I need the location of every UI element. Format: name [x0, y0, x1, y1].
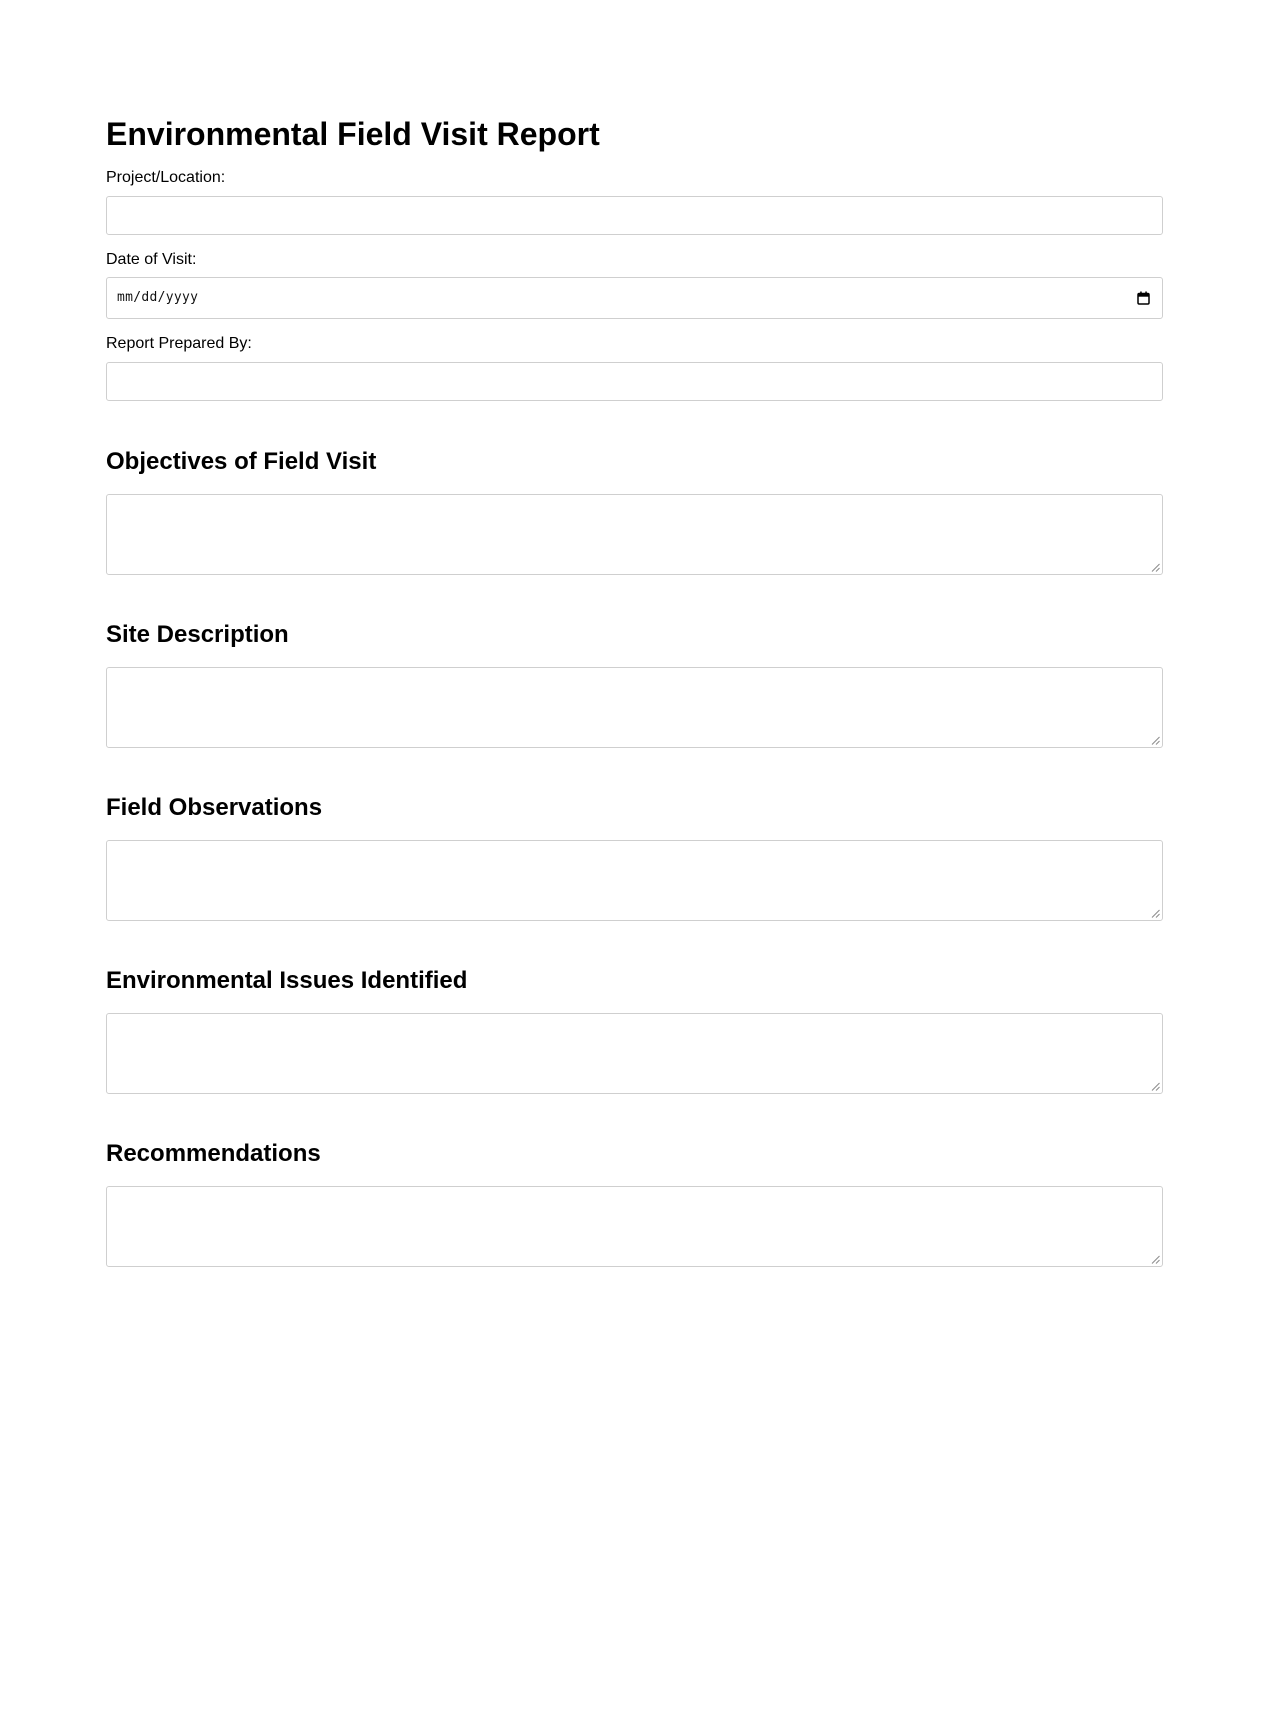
site-description-textarea[interactable]: [106, 667, 1163, 748]
resize-grip-icon[interactable]: [1151, 1255, 1160, 1264]
project-location-input[interactable]: [106, 196, 1163, 235]
environmental-issues-heading: Environmental Issues Identified: [106, 967, 468, 994]
date-of-visit-input[interactable]: [106, 277, 1163, 319]
field-observations-heading: Field Observations: [106, 794, 323, 821]
resize-grip-icon[interactable]: [1151, 736, 1160, 745]
resize-grip-icon[interactable]: [1151, 563, 1160, 572]
site-description-heading: Site Description: [106, 621, 289, 648]
report-prepared-by-input[interactable]: [106, 362, 1163, 401]
objectives-heading: Objectives of Field Visit: [106, 448, 377, 475]
page-title: Environmental Field Visit Report: [106, 116, 600, 152]
date-placeholder: mm/dd/yyyy: [117, 290, 199, 305]
report-prepared-by-label: Report Prepared By:: [106, 335, 252, 352]
resize-grip-icon[interactable]: [1151, 909, 1160, 918]
field-observations-textarea[interactable]: [106, 840, 1163, 921]
environmental-issues-textarea[interactable]: [106, 1013, 1163, 1094]
project-location-label: Project/Location:: [106, 169, 226, 186]
calendar-icon[interactable]: [1137, 291, 1150, 305]
objectives-textarea[interactable]: [106, 494, 1163, 575]
resize-grip-icon[interactable]: [1151, 1082, 1160, 1091]
date-of-visit-label: Date of Visit:: [106, 251, 197, 268]
recommendations-heading: Recommendations: [106, 1140, 321, 1167]
recommendations-textarea[interactable]: [106, 1186, 1163, 1267]
